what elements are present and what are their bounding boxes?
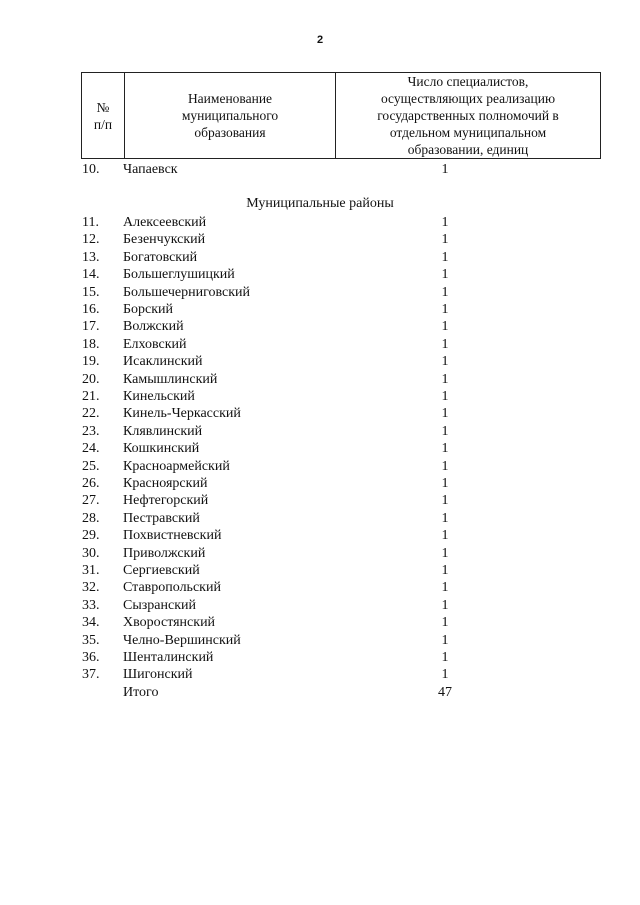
row-count: 1 <box>441 441 449 457</box>
row-name: Шенталинский <box>123 650 214 665</box>
table-row <box>0 597 640 614</box>
table-row <box>0 458 640 475</box>
row-name: Исаклинский <box>123 354 203 370</box>
row-count: 1 <box>441 319 449 335</box>
row-name: Большечерниговский <box>123 284 251 300</box>
row-number: 14. <box>82 267 100 283</box>
row-number: 36. <box>82 650 100 665</box>
row-count: 1 <box>441 302 449 317</box>
row-count: 1 <box>441 476 449 491</box>
row-count: 1 <box>441 249 449 265</box>
section-title: Муниципальные районы <box>246 196 394 211</box>
row-count: 1 <box>441 615 449 631</box>
row-number: 13. <box>82 249 100 265</box>
row-count: 1 <box>441 632 449 648</box>
row-number: 23. <box>82 423 100 439</box>
row-name: Красноармейский <box>123 458 230 474</box>
header-cell-number <box>82 73 125 159</box>
row-number: 31. <box>82 563 100 578</box>
row-count: 1 <box>441 354 449 370</box>
table-row <box>0 353 640 370</box>
row-count: 1 <box>441 371 449 387</box>
table-header <box>81 72 601 159</box>
row-name: Челно-Вершинский <box>123 632 241 648</box>
row-name: Красноярский <box>123 476 208 491</box>
row-number: 28. <box>82 510 100 526</box>
row-number: 15. <box>82 284 100 300</box>
table-row <box>0 318 640 335</box>
header-name-label: Наименование муниципального образования <box>181 91 279 140</box>
row-number: 10. <box>82 162 100 177</box>
row-count: 1 <box>441 162 449 177</box>
row-count: 1 <box>441 528 449 544</box>
row-count: 1 <box>441 597 449 613</box>
row-name: Алексеевский <box>123 215 207 230</box>
row-name: Кошкинский <box>123 441 200 457</box>
row-count: 1 <box>441 336 449 352</box>
row-name: Чапаевск <box>123 162 178 177</box>
row-name: Пестравский <box>123 510 200 526</box>
table-row <box>0 214 640 231</box>
table-row <box>0 649 640 666</box>
table-row <box>0 405 640 422</box>
row-number: 27. <box>82 493 100 509</box>
row-name: Клявлинский <box>123 423 203 439</box>
row-name: Елховский <box>123 336 187 352</box>
row-number: 25. <box>82 458 100 474</box>
table-row <box>0 492 640 509</box>
row-count: 1 <box>441 267 449 283</box>
row-name: Приволжский <box>123 545 206 561</box>
table-row <box>0 510 640 527</box>
row-count: 1 <box>441 284 449 300</box>
row-count: 1 <box>441 667 449 683</box>
total-label: Итого <box>123 685 159 700</box>
row-count: 1 <box>441 493 449 509</box>
table-row <box>0 336 640 353</box>
row-name: Богатовский <box>123 249 198 265</box>
row-number: 26. <box>82 476 100 491</box>
row-count: 1 <box>441 423 449 439</box>
header-number-label: № п/п <box>93 99 113 132</box>
header-cell-name <box>125 73 336 159</box>
row-number: 11. <box>82 215 99 230</box>
table-row <box>0 475 640 492</box>
row-name: Борский <box>123 302 174 317</box>
row-number: 32. <box>82 580 100 596</box>
table-row <box>0 527 640 544</box>
row-number: 34. <box>82 615 100 631</box>
row-count: 1 <box>441 232 449 248</box>
table-row <box>0 301 640 318</box>
table-row <box>0 579 640 596</box>
table-row <box>0 423 640 440</box>
total-row <box>0 684 640 701</box>
table-row <box>0 545 640 562</box>
row-name: Хворостянский <box>123 615 216 631</box>
row-name: Сергиевский <box>123 563 200 578</box>
table-row <box>0 371 640 388</box>
table-row <box>0 666 640 683</box>
row-name: Нефтегорский <box>123 493 209 509</box>
row-number: 12. <box>82 232 100 248</box>
row-count: 1 <box>441 545 449 561</box>
table-row <box>0 284 640 301</box>
row-name: Ставропольский <box>123 580 221 596</box>
row-number: 29. <box>82 528 100 544</box>
row-number: 21. <box>82 389 100 404</box>
row-count: 1 <box>441 563 449 578</box>
row-name: Кинель-Черкасский <box>123 406 241 422</box>
header-count-label: Число специалистов, осуществляющих реализацию государственных полномочий в отдельном муниципальном образовании, единиц <box>377 74 559 157</box>
row-count: 1 <box>441 406 449 422</box>
total-count: 47 <box>438 685 452 700</box>
table-row <box>0 231 640 248</box>
row-count: 1 <box>441 580 449 596</box>
table-row <box>0 388 640 405</box>
row-name: Волжский <box>123 319 184 335</box>
row-name: Похвистневский <box>123 528 222 544</box>
page-number: 2 <box>316 34 324 46</box>
table-row <box>0 266 640 283</box>
table-row <box>0 249 640 266</box>
row-number: 22. <box>82 406 100 422</box>
row-count: 1 <box>441 458 449 474</box>
row-number: 20. <box>82 371 100 387</box>
row-count: 1 <box>441 215 449 230</box>
table-row <box>0 632 640 649</box>
row-number: 24. <box>82 441 100 457</box>
row-name: Сызранский <box>123 597 196 613</box>
row-number: 35. <box>82 632 100 648</box>
row-name: Безенчукский <box>123 232 206 248</box>
row-number: 17. <box>82 319 100 335</box>
row-count: 1 <box>441 650 449 665</box>
table-row <box>0 614 640 631</box>
row-name: Кинельский <box>123 389 195 404</box>
row-name: Большеглушицкий <box>123 267 235 283</box>
table-row <box>0 562 640 579</box>
row-name: Камышлинский <box>123 371 218 387</box>
row-number: 37. <box>82 667 100 683</box>
row-number: 18. <box>82 336 100 352</box>
header-cell-count <box>336 73 601 159</box>
row-number: 19. <box>82 354 100 370</box>
row-count: 1 <box>441 510 449 526</box>
table-row <box>0 161 640 178</box>
row-name: Шигонский <box>123 667 193 683</box>
row-number: 30. <box>82 545 100 561</box>
row-number: 16. <box>82 302 100 317</box>
row-number: 33. <box>82 597 100 613</box>
row-count: 1 <box>441 389 449 404</box>
table-row <box>0 440 640 457</box>
